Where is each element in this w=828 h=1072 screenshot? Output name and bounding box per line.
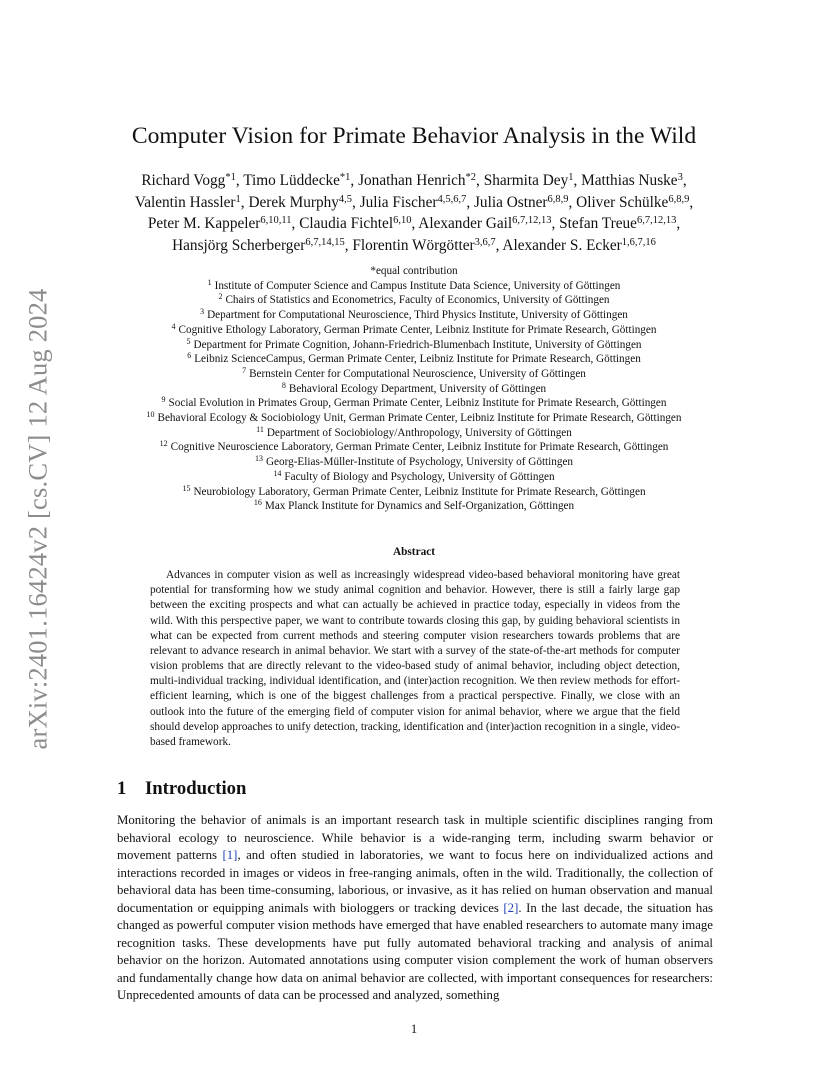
affiliation-number: 8	[281, 380, 286, 390]
author-affiliation-marker: 1	[235, 193, 241, 205]
affiliation-number: 11	[256, 424, 264, 434]
author-separator: ,	[568, 193, 577, 211]
affiliation-number: 6	[187, 351, 192, 361]
author: Richard Vogg	[141, 172, 226, 189]
arxiv-identifier-stamp	[18, 278, 58, 760]
author-affiliation-marker: 6,8,9	[668, 193, 690, 205]
author-affiliation-marker: 6,8,9	[547, 193, 569, 205]
affiliation-number: 12	[159, 439, 168, 449]
affiliation-text: Behavioral Ecology Department, University of Göttingen	[288, 382, 547, 395]
affiliation-number: 9	[161, 395, 166, 405]
affiliation	[100, 323, 728, 338]
author-affiliation-marker: 1	[568, 172, 574, 183]
section-heading	[117, 778, 246, 800]
affiliation	[100, 440, 728, 455]
author: Alexander Gail	[418, 215, 513, 232]
author: Oliver Schülke	[576, 193, 669, 211]
author-affiliation-marker: 6,10	[393, 215, 412, 226]
affiliation-number: 10	[146, 410, 155, 420]
author-separator: ,	[466, 193, 474, 211]
affiliation-text: Institute of Computer Science and Campus Institute Data Science, University of Göttingen	[214, 279, 621, 292]
author: Jonathan Henrich	[358, 172, 466, 189]
affiliation-text: Behavioral Ecology & Sociobiology Unit, German Primate Center, Leibniz Institute for Primate Research, Göttingen	[157, 412, 682, 425]
affiliation	[100, 499, 728, 514]
author-affiliation-marker: 6,10,11	[260, 215, 292, 226]
abstract-heading: Abstract	[392, 546, 436, 558]
citation-link[interactable]: [2]	[503, 900, 519, 915]
affiliation-text: Cognitive Ethology Laboratory, German Primate Center, Leibniz Institute for Primate Research, Göttingen	[178, 323, 657, 336]
author: Claudia Fichtel	[299, 215, 394, 232]
affiliation-number: 3	[200, 307, 205, 317]
author: Matthias Nuske	[581, 172, 678, 189]
affiliation-text: Georg-Elias-Müller-Institute of Psychology, University of Göttingen	[265, 456, 574, 469]
author-affiliation-marker: 4,5,6,7	[437, 193, 467, 205]
affiliation-number: 1	[207, 277, 212, 287]
paragraph-text: Monitoring the behavior of animals is an important research task in multiple scientific disciplines ranging from behavioral ecology to neuroscience. While behavior is a wide-ranging term, including swarm behavior or movement patterns	[117, 813, 713, 863]
author-separator: ,	[291, 215, 300, 232]
affiliation-number: 4	[171, 321, 176, 331]
equal-contribution-note: *equal contribution	[370, 265, 458, 277]
affiliation-text: Chairs of Statistics and Econometrics, Faculty of Economics, University of Göttingen	[225, 294, 610, 307]
affiliation-number: 16	[253, 498, 262, 508]
author-list	[110, 170, 718, 256]
author: Alexander S. Ecker	[502, 236, 622, 254]
affiliation	[100, 411, 728, 426]
introduction-paragraph	[117, 812, 713, 1005]
author: Julia Fischer	[359, 193, 438, 211]
affiliation	[100, 367, 728, 382]
author-affiliation-marker: 6,7,12,13	[512, 215, 552, 226]
author-affiliation-marker: 1,6,7,16	[621, 236, 656, 248]
affiliation-number: 13	[254, 454, 263, 464]
author: Timo Lüddecke	[243, 172, 340, 189]
author: Sharmita Dey	[483, 172, 569, 189]
affiliation	[100, 352, 728, 367]
affiliation	[100, 470, 728, 485]
author-separator: ,	[344, 236, 353, 254]
affiliation	[100, 293, 728, 308]
section-title: Introduction	[145, 778, 247, 799]
author-affiliation-marker: 6,7,12,13	[636, 215, 677, 226]
affiliation	[100, 338, 728, 353]
author: Valentin Hassler	[134, 193, 236, 211]
author: Peter M. Kappeler	[147, 215, 261, 232]
affiliation	[100, 426, 728, 441]
author-affiliation-marker: 4,5	[338, 193, 353, 205]
affiliation-text: Department for Primate Cognition, Johann-Friedrich-Blumenbach Institute, University of Göttingen	[193, 338, 642, 351]
affiliation	[100, 396, 728, 411]
affiliation	[100, 308, 728, 323]
author-separator: ,	[495, 236, 503, 254]
author-separator: ,	[411, 215, 419, 232]
author-separator: ,	[682, 172, 687, 189]
author-separator: ,	[350, 172, 359, 189]
abstract-text: Advances in computer vision as well as increasingly widespread video-based behavioral monitoring have great potential for transforming how we study animal cognition and behavior. However, there is still a fairly large gap between the exciting prospects and what can actually be achieved in practice today, especially in videos from the wild. With this perspective paper, we want to contribute towards closing this gap, by guiding behavioral scientists in what can be expected from current methods and steering computer vision researchers towards problems that are relevant to advance research in animal behavior. We start with a survey of the state-of-the-art methods for computer vision problems that are directly relevant to the video-based study of animal behavior, including object detection, multi-individual tracking, individual identification, and (inter)action recognition. We then review methods for effort-efficient learning, which is one of the biggest challenges from a practical perspective. Finally, we close with an outlook into the future of the emerging field of computer vision for animal behavior, where we argue that the field should develop approaches to unify detection, tracking, identification and (inter)action recognition in a single, video-based framework.	[150, 569, 680, 748]
affiliation-number: 14	[273, 468, 282, 478]
affiliation	[100, 485, 728, 500]
affiliation-text: Cognitive Neuroscience Laboratory, German Primate Center, Leibniz Institute for Primate Research, Göttingen	[170, 441, 669, 454]
author-separator: ,	[235, 172, 244, 189]
section-number: 1	[117, 778, 127, 799]
affiliation	[100, 455, 728, 470]
paragraph-text: . In the last decade, the situation has changed as powerful computer vision methods have emerged that have enabled researchers to automate many image recognition tasks. These developments have put fully automated behavioral tracking and analysis of animal behavior on the horizon. Automated annotations using computer vision complement the work of human observers and fundamentally change how data on animal behavior are collected, with important consequences for researchers: Unprecedented amounts of data can be processed and analyzed, something	[117, 900, 713, 1003]
author-affiliation-marker: 6,7,14,15	[305, 236, 345, 248]
affiliation-text: Department for Computational Neuroscience, Third Physics Institute, University of Göttingen	[207, 309, 628, 322]
affiliation-text: Bernstein Center for Computational Neuroscience, University of Göttingen	[249, 367, 586, 380]
author-affiliation-marker: *1	[339, 172, 351, 183]
author-separator: ,	[240, 193, 249, 211]
affiliation-text: Faculty of Biology and Psychology, University of Göttingen	[284, 470, 555, 483]
author-separator: ,	[676, 215, 681, 232]
author-affiliation-marker: 3	[677, 172, 683, 183]
paragraph-text: , and often studied in laboratories, we want to focus here on individualized actions and interactions recorded in images or videos in free-ranging animals, often in the wild. Traditionally, the collection of behavioral data has been time-consuming, laborious, or invasive, as it has relied on human observation and manual documentation or equipping animals with biologgers or tracking devices	[117, 848, 713, 915]
affiliation-list	[100, 264, 728, 514]
author-affiliation-marker: *2	[465, 172, 477, 183]
affiliation-text: Max Planck Institute for Dynamics and Self-Organization, Göttingen	[264, 500, 575, 513]
author: Derek Murphy	[248, 193, 339, 211]
citation-link[interactable]: [1]	[222, 848, 238, 863]
author: Julia Ostner	[473, 193, 548, 211]
affiliation-number: 15	[182, 483, 191, 493]
page-number: 1	[410, 1022, 418, 1036]
affiliation-number: 5	[186, 336, 191, 346]
affiliation-text: Department of Sociobiology/Anthropology, University of Göttingen	[266, 426, 572, 439]
affiliation-text: Leibniz ScienceCampus, German Primate Center, Leibniz Institute for Primate Research, Göttingen	[194, 353, 641, 366]
author: Florentin Wörgötter	[352, 236, 475, 254]
affiliation-number: 7	[242, 365, 247, 375]
affiliation-text: Social Evolution in Primates Group, German Primate Center, Leibniz Institute for Primate Research, Göttingen	[168, 397, 667, 410]
affiliation	[100, 382, 728, 397]
affiliation	[100, 279, 728, 294]
author-separator: ,	[352, 193, 360, 211]
arxiv-identifier-text: arXiv:2401.16424v2 [cs.CV] 12 Aug 2024	[22, 288, 53, 750]
author-separator: ,	[476, 172, 484, 189]
author-separator: ,	[551, 215, 560, 232]
author-affiliation-marker: *1	[225, 172, 236, 183]
affiliation-text: Neurobiology Laboratory, German Primate Center, Leibniz Institute for Primate Research, Göttingen	[193, 485, 646, 498]
affiliation-number: 2	[218, 292, 223, 302]
author: Hansjörg Scherberger	[172, 236, 306, 254]
paper-title: Computer Vision for Primate Behavior Analysis in the Wild	[131, 123, 697, 149]
author: Stefan Treue	[559, 215, 637, 232]
author-affiliation-marker: 3,6,7	[474, 236, 496, 248]
author-separator: ,	[573, 172, 582, 189]
author-separator: ,	[689, 193, 694, 211]
